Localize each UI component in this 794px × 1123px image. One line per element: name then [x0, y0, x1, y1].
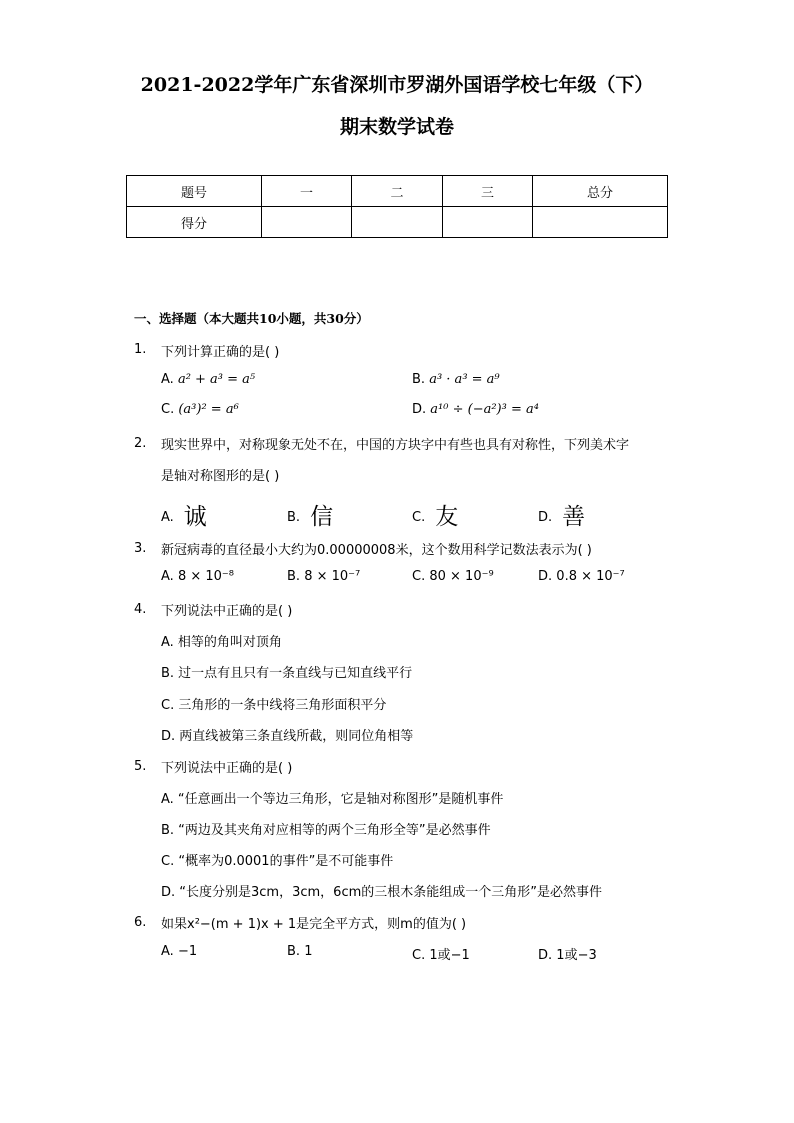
- option-letter: C.: [412, 510, 426, 525]
- option-character: 善: [562, 504, 586, 530]
- option-b: [287, 569, 360, 584]
- question-number: 6.: [134, 915, 147, 930]
- score-header-cell: 二: [352, 176, 443, 207]
- score-cell: [352, 207, 443, 238]
- option-d: [538, 569, 625, 584]
- score-table-score-row: [127, 207, 668, 238]
- option-letter: B.: [287, 510, 301, 525]
- question-text: 如果x²−(m + 1)x + 1是完全平方式，则m的值为( ): [161, 917, 467, 932]
- option-letter: A.: [161, 510, 174, 525]
- question-number: 3.: [134, 541, 147, 556]
- option-c: C. “概率为0.0001的事件”是不可能事件: [161, 854, 394, 869]
- option-value: 1或−3: [556, 948, 597, 963]
- score-cell: [262, 207, 352, 238]
- option-b: [287, 944, 312, 959]
- option-value: −1: [177, 944, 198, 959]
- option-formula: a³ · a³ = a⁹: [429, 372, 500, 387]
- option-a: A. “任意画出一个等边三角形，它是轴对称图形”是随机事件: [161, 792, 504, 807]
- option-character: 友: [435, 504, 459, 530]
- question-text: 下列说法中正确的是( ): [161, 761, 293, 776]
- option-formula: a² + a³ = a⁵: [177, 372, 256, 387]
- option-character: 诚: [183, 504, 207, 530]
- option-d: D. “长度分别是3cm，3cm，6cm的三根木条能组成一个三角形”是必然事件: [161, 885, 602, 900]
- option-a: [161, 944, 197, 959]
- option-formula: (a³)² = a⁶: [178, 402, 239, 417]
- option-b: B. 过一点有且只有一条直线与已知直线平行: [161, 666, 413, 681]
- option-value: 1或−1: [429, 948, 470, 963]
- option-value: 80 × 10⁻⁹: [429, 569, 494, 584]
- option-a: A. 相等的角叫对顶角: [161, 635, 282, 650]
- option-d: D. 两直线被第三条直线所截，则同位角相等: [161, 729, 414, 744]
- option-character: 信: [310, 504, 334, 530]
- exam-title-line1: 2021-2022学年广东省深圳市罗湖外国语学校七年级（下）: [140, 74, 654, 96]
- question-text: 下列说法中正确的是( ): [161, 604, 293, 619]
- score-cell: [443, 207, 533, 238]
- option-c: [412, 569, 494, 584]
- score-cell: [533, 207, 668, 238]
- option-letter: D.: [538, 948, 553, 963]
- score-row-label: 得分: [127, 207, 262, 238]
- option-b: B. “两边及其夹角对应相等的两个三角形全等”是必然事件: [161, 823, 491, 838]
- section-heading: 一、选择题（本大题共10小题，共30分）: [134, 311, 369, 326]
- score-header-cell: 总分: [533, 176, 668, 207]
- question-text-cont: 是轴对称图形的是( ): [161, 469, 280, 484]
- option-letter: C.: [412, 948, 426, 963]
- option-b: [287, 498, 333, 531]
- option-value: 1: [304, 944, 313, 959]
- option-d: [412, 402, 539, 417]
- option-d: [538, 498, 585, 531]
- option-letter: D.: [538, 569, 553, 584]
- option-letter: C.: [161, 402, 175, 417]
- option-letter: C.: [412, 569, 426, 584]
- option-a: [161, 498, 207, 531]
- score-table: [126, 175, 668, 238]
- option-letter: B.: [412, 372, 426, 387]
- option-d: [538, 944, 597, 963]
- option-letter: D.: [412, 402, 427, 417]
- score-header-cell: 题号: [127, 176, 262, 207]
- option-letter: A.: [161, 944, 174, 959]
- option-letter: B.: [287, 569, 301, 584]
- question-text: 下列计算正确的是( ): [161, 345, 280, 360]
- option-letter: A.: [161, 569, 174, 584]
- score-header-cell: 三: [443, 176, 533, 207]
- option-value: 8 × 10⁻⁷: [304, 569, 361, 584]
- question-text: 现实世界中，对称现象无处不在，中国的方块字中有些也具有对称性，下列美术字: [161, 438, 630, 453]
- option-formula: a¹⁰ ÷ (−a²)³ = a⁴: [430, 402, 539, 417]
- option-c: [412, 944, 470, 963]
- score-table-header-row: [127, 176, 668, 207]
- option-letter: B.: [287, 944, 301, 959]
- option-value: 0.8 × 10⁻⁷: [556, 569, 625, 584]
- exam-title-line2: 期末数学试卷: [339, 116, 454, 138]
- option-c: [412, 498, 458, 531]
- option-c: [161, 402, 239, 417]
- question-number: 5.: [134, 759, 147, 774]
- question-number: 2.: [134, 436, 147, 451]
- question-number: 1.: [134, 342, 147, 357]
- option-a: [161, 569, 234, 584]
- option-letter: A.: [161, 372, 174, 387]
- option-letter: D.: [538, 510, 553, 525]
- question-text: 新冠病毒的直径最小大约为0.00000008米，这个数用科学记数法表示为( ): [161, 543, 592, 558]
- score-header-cell: 一: [262, 176, 352, 207]
- option-value: 8 × 10⁻⁸: [177, 569, 234, 584]
- question-number: 4.: [134, 602, 147, 617]
- option-a: [161, 372, 255, 387]
- option-c: C. 三角形的一条中线将三角形面积平分: [161, 698, 387, 713]
- option-b: [412, 372, 500, 387]
